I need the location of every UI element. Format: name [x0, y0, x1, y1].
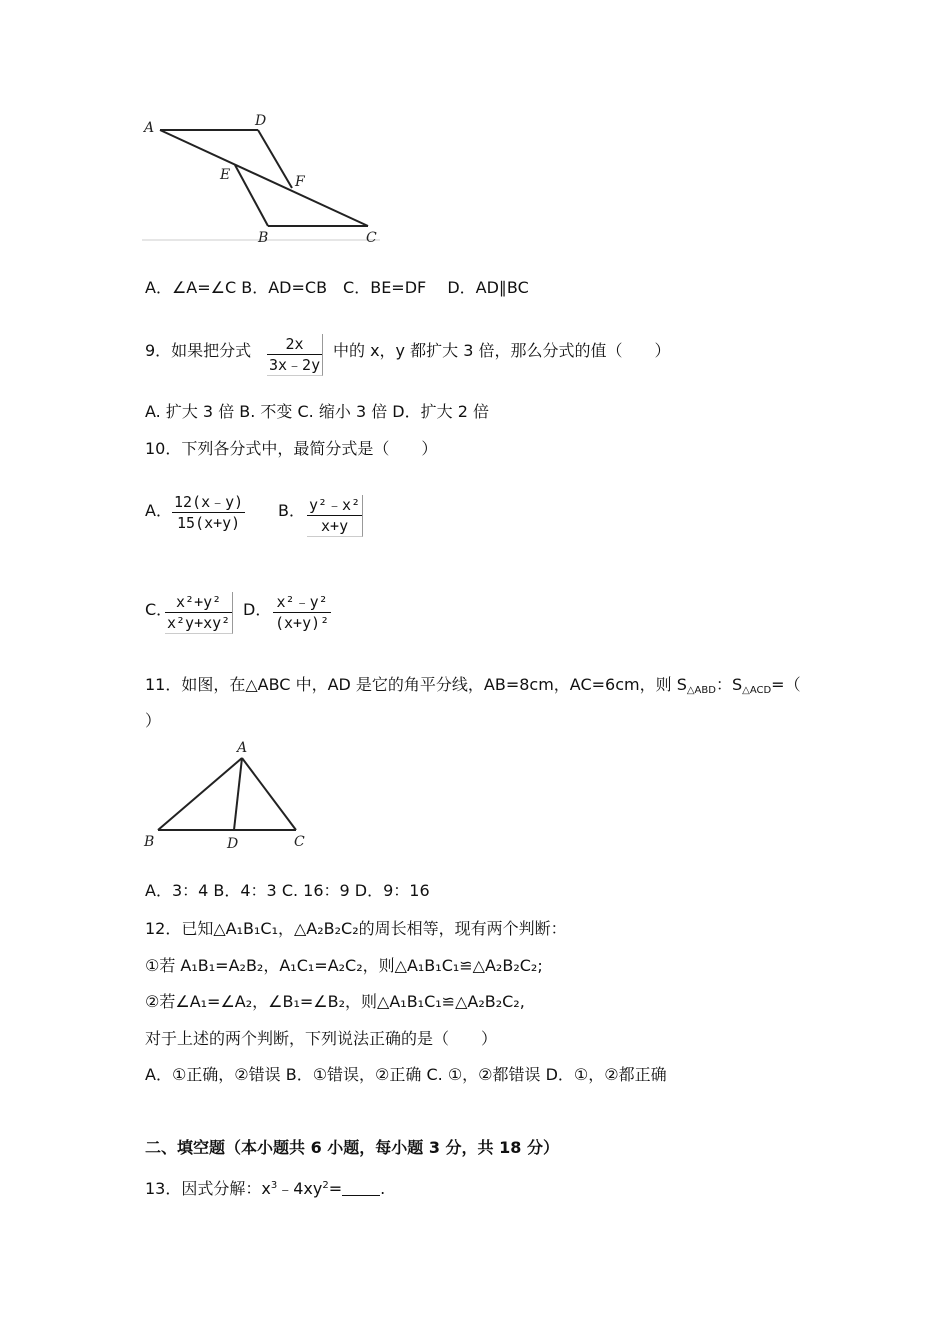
- q9-options: A. 扩大 3 倍 B. 不变 C. 缩小 3 倍 D．扩大 2 倍: [145, 402, 489, 421]
- q11-options: A．3：4 B．4：3 C. 16：9 D．9：16: [145, 881, 430, 900]
- q12-stem: 12．已知△A₁B₁C₁，△A₂B₂C₂的周长相等，现有两个判断：: [145, 919, 567, 938]
- q10-label-b: B．: [278, 501, 305, 520]
- fig2-label-b: B: [144, 834, 155, 850]
- fig1-label-e: E: [220, 167, 231, 183]
- q13-exp1: 3: [270, 1180, 278, 1191]
- fig2-label-c: C: [294, 834, 305, 850]
- q10-b-num: y²﹣x²: [309, 496, 361, 514]
- fig1-label-c: C: [366, 230, 377, 246]
- q11-sub1: △ABD: [686, 685, 716, 696]
- fig1-label-f: F: [295, 174, 305, 190]
- figure-q8: [140, 110, 390, 250]
- figure-q11: [140, 738, 320, 856]
- q10-a-num: 12(x﹣y): [174, 493, 244, 511]
- q12-options: A．①正确，②错误 B．①错误，②正确 C. ①，②都错误 D．①，②都正确: [145, 1065, 667, 1084]
- q13-exp2: 2: [322, 1180, 329, 1191]
- fig1-line-eb: [235, 165, 268, 226]
- fig1-line-df: [258, 130, 292, 188]
- fig2-label-a: A: [237, 740, 248, 756]
- q13-prefix: 13．因式分解：x: [145, 1179, 271, 1198]
- q9-suffix: 中的 x，y 都扩大 3 倍，那么分式的值（ ）: [333, 341, 671, 360]
- q11-close: ）: [145, 711, 162, 730]
- q10-b-den: x+y: [307, 515, 362, 536]
- fig1-label-b: B: [258, 230, 269, 246]
- fig2-line-ab: [158, 758, 242, 830]
- q10-c-den: x²y+xy²: [167, 614, 231, 632]
- q10-stem: 10．下列各分式中，最简分式是（ ）: [145, 439, 438, 458]
- fig1-label-a: A: [144, 120, 155, 136]
- fig2-label-d: D: [227, 836, 239, 852]
- q10-fraction-b: [307, 495, 363, 537]
- q8-options: A．∠A=∠C B．AD=CB C．BE=DF D．AD∥BC: [145, 278, 529, 297]
- fig1-label-d: D: [255, 113, 267, 129]
- fig2-line-ac: [242, 758, 296, 830]
- q12-judgement-2: ②若∠A₁=∠A₂，∠B₁=∠B₂，则△A₁B₁C₁≌△A₂B₂C₂,: [145, 992, 525, 1011]
- q13-answer-blank[interactable]: [342, 1179, 380, 1196]
- q13: [145, 1175, 385, 1200]
- q13-eq: =: [328, 1179, 343, 1198]
- q9-fraction: [267, 334, 323, 376]
- q9-frac-den: 3x﹣2y: [269, 356, 321, 374]
- q10-label-a: A．: [145, 501, 172, 520]
- q9-prefix: 9．如果把分式: [145, 341, 252, 360]
- q11-sep: ：S: [715, 675, 743, 694]
- q13-end: .: [380, 1179, 386, 1198]
- q11-stem-text: 11．如图，在△ABC 中，AD 是它的角平分线，AB=8cm，AC=6cm，则 S: [145, 675, 687, 694]
- q12-question: 对于上述的两个判断，下列说法正确的是（ ）: [145, 1029, 498, 1048]
- q10-d-num: x²﹣y²: [276, 593, 328, 611]
- q10-d-den: (x+y)²: [275, 614, 330, 632]
- fig2-line-ad: [234, 758, 242, 830]
- q10-a-den: 15(x+y): [172, 512, 245, 533]
- q11-stem: [145, 674, 801, 702]
- q11-sub2: △ACD: [742, 685, 772, 696]
- q9-frac-num: 2x: [285, 335, 304, 353]
- q10-fraction-d: [273, 592, 331, 633]
- q10-fraction-c: [165, 592, 233, 634]
- q11-tail: =（: [771, 675, 801, 694]
- q13-mid: ﹣4xy: [277, 1179, 323, 1198]
- section2-title: 二、填空题（本小题共 6 小题，每小题 3 分，共 18 分）: [145, 1138, 559, 1157]
- q10-label-d: D．: [243, 600, 272, 619]
- q12-judgement-1: ①若 A₁B₁=A₂B₂，A₁C₁=A₂C₂，则△A₁B₁C₁≌△A₂B₂C₂;: [145, 956, 543, 975]
- fig1-line-ac: [160, 130, 368, 226]
- q10-label-c: C．: [145, 600, 173, 619]
- q10-c-num: x²+y²: [176, 593, 222, 611]
- q10-fraction-a: [172, 492, 245, 533]
